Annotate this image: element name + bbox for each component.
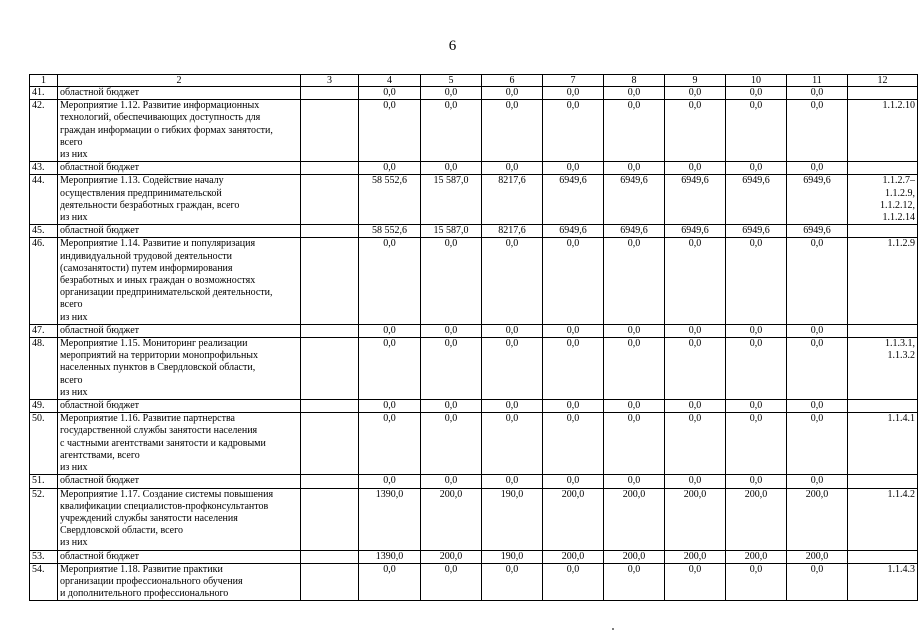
column-3-cell bbox=[301, 324, 359, 337]
description-line: технологий, обеспечивающих доступность для bbox=[60, 112, 261, 124]
description-line: областной бюджет bbox=[60, 162, 140, 174]
row-description bbox=[58, 488, 301, 550]
value-cell-col-4: 0,0 bbox=[359, 324, 421, 337]
row-description bbox=[58, 87, 301, 100]
description-line: осуществления предпринимательской bbox=[60, 187, 222, 199]
column-3-cell bbox=[301, 413, 359, 475]
value-cell-col-4: 1390,0 bbox=[359, 550, 421, 563]
value-cell-col-9: 200,0 bbox=[665, 488, 726, 550]
value-cell-col-11: 0,0 bbox=[787, 475, 848, 488]
row-description bbox=[58, 475, 301, 488]
row-number: 43. bbox=[30, 162, 58, 175]
row-description bbox=[58, 324, 301, 337]
table-row bbox=[30, 488, 918, 550]
value-cell-col-10: 0,0 bbox=[726, 475, 787, 488]
target-code-line: 1.1.2.9 bbox=[887, 238, 915, 250]
value-cell-col-9: 0,0 bbox=[665, 338, 726, 400]
value-cell-col-8: 0,0 bbox=[604, 400, 665, 413]
target-code-line: 1.1.3.2 bbox=[887, 350, 915, 362]
value-cell-col-10: 6949,6 bbox=[726, 225, 787, 238]
target-code-cell bbox=[848, 550, 918, 563]
value-cell-col-8: 0,0 bbox=[604, 563, 665, 601]
value-cell-col-4: 0,0 bbox=[359, 475, 421, 488]
value-cell-col-4: 0,0 bbox=[359, 162, 421, 175]
description-line: Мероприятие 1.16. Развитие партнерства bbox=[60, 413, 235, 425]
table-row bbox=[30, 87, 918, 100]
row-description bbox=[58, 175, 301, 225]
value-cell-col-11: 0,0 bbox=[787, 338, 848, 400]
column-header-6: 6 bbox=[482, 75, 543, 87]
program-table bbox=[29, 74, 918, 601]
value-cell-col-9: 0,0 bbox=[665, 100, 726, 162]
description-line: областной бюджет bbox=[60, 475, 140, 487]
value-cell-col-6: 0,0 bbox=[482, 100, 543, 162]
value-cell-col-8: 0,0 bbox=[604, 324, 665, 337]
row-description bbox=[58, 100, 301, 162]
table-row bbox=[30, 413, 918, 475]
row-number: 54. bbox=[30, 563, 58, 601]
description-line: Мероприятие 1.17. Создание системы повышения bbox=[60, 488, 274, 500]
value-cell-col-7: 0,0 bbox=[543, 324, 604, 337]
description-line: Мероприятие 1.13. Содействие началу bbox=[60, 175, 224, 187]
value-cell-col-4: 0,0 bbox=[359, 338, 421, 400]
description-line: областной бюджет bbox=[60, 87, 140, 98]
target-code-line: 1.1.4.3 bbox=[887, 563, 915, 575]
value-cell-col-11: 0,0 bbox=[787, 87, 848, 100]
table-row bbox=[30, 324, 918, 337]
description-line: областной бюджет bbox=[60, 550, 140, 562]
value-cell-col-5: 0,0 bbox=[421, 338, 482, 400]
value-cell-col-9: 0,0 bbox=[665, 563, 726, 601]
target-code-line: 1.1.2.7– bbox=[882, 175, 915, 187]
column-header-9: 9 bbox=[665, 75, 726, 87]
value-cell-col-10: 0,0 bbox=[726, 87, 787, 100]
row-number: 49. bbox=[30, 400, 58, 413]
table-row bbox=[30, 175, 918, 225]
value-cell-col-10: 0,0 bbox=[726, 238, 787, 324]
value-cell-col-9: 0,0 bbox=[665, 413, 726, 475]
value-cell-col-10: 200,0 bbox=[726, 550, 787, 563]
value-cell-col-7: 0,0 bbox=[543, 338, 604, 400]
row-description bbox=[58, 550, 301, 563]
row-number: 48. bbox=[30, 338, 58, 400]
value-cell-col-10: 0,0 bbox=[726, 413, 787, 475]
value-cell-col-6: 0,0 bbox=[482, 400, 543, 413]
row-description bbox=[58, 563, 301, 601]
value-cell-col-5: 0,0 bbox=[421, 475, 482, 488]
value-cell-col-4: 58 552,6 bbox=[359, 175, 421, 225]
value-cell-col-4: 1390,0 bbox=[359, 488, 421, 550]
description-line: областной бюджет bbox=[60, 400, 140, 412]
row-description bbox=[58, 338, 301, 400]
value-cell-col-10: 200,0 bbox=[726, 488, 787, 550]
target-code-cell bbox=[848, 175, 918, 225]
description-line: из них bbox=[60, 537, 88, 549]
description-line: из них bbox=[60, 462, 88, 474]
description-line: из них bbox=[60, 149, 88, 161]
value-cell-col-10: 0,0 bbox=[726, 162, 787, 175]
column-header-5: 5 bbox=[421, 75, 482, 87]
value-cell-col-4: 0,0 bbox=[359, 413, 421, 475]
column-3-cell bbox=[301, 225, 359, 238]
value-cell-col-4: 0,0 bbox=[359, 100, 421, 162]
description-line: государственной службы занятости населения bbox=[60, 425, 258, 437]
value-cell-col-9: 0,0 bbox=[665, 162, 726, 175]
column-header-row bbox=[30, 75, 918, 87]
value-cell-col-5: 0,0 bbox=[421, 162, 482, 175]
value-cell-col-9: 0,0 bbox=[665, 238, 726, 324]
description-line: из них bbox=[60, 212, 88, 224]
column-header-1: 1 bbox=[30, 75, 58, 87]
value-cell-col-4: 0,0 bbox=[359, 563, 421, 601]
value-cell-col-7: 200,0 bbox=[543, 488, 604, 550]
scan-speck bbox=[612, 628, 614, 630]
value-cell-col-8: 0,0 bbox=[604, 100, 665, 162]
value-cell-col-6: 0,0 bbox=[482, 338, 543, 400]
value-cell-col-8: 200,0 bbox=[604, 488, 665, 550]
value-cell-col-5: 200,0 bbox=[421, 550, 482, 563]
value-cell-col-5: 0,0 bbox=[421, 400, 482, 413]
target-code-line: 1.1.2.9, bbox=[885, 187, 915, 199]
description-line: всего bbox=[60, 374, 83, 386]
target-code-cell bbox=[848, 225, 918, 238]
table-row bbox=[30, 550, 918, 563]
column-header-3: 3 bbox=[301, 75, 359, 87]
value-cell-col-11: 0,0 bbox=[787, 324, 848, 337]
value-cell-col-7: 0,0 bbox=[543, 238, 604, 324]
value-cell-col-11: 0,0 bbox=[787, 162, 848, 175]
value-cell-col-7: 0,0 bbox=[543, 162, 604, 175]
target-code-cell bbox=[848, 100, 918, 162]
row-description bbox=[58, 225, 301, 238]
description-line: Мероприятие 1.15. Мониторинг реализации bbox=[60, 338, 248, 350]
value-cell-col-5: 0,0 bbox=[421, 324, 482, 337]
value-cell-col-8: 6949,6 bbox=[604, 225, 665, 238]
value-cell-col-5: 15 587,0 bbox=[421, 175, 482, 225]
target-code-cell bbox=[848, 475, 918, 488]
value-cell-col-9: 0,0 bbox=[665, 400, 726, 413]
description-line: (самозанятости) путем информирования bbox=[60, 262, 233, 274]
value-cell-col-6: 0,0 bbox=[482, 475, 543, 488]
value-cell-col-11: 0,0 bbox=[787, 100, 848, 162]
table-row bbox=[30, 162, 918, 175]
value-cell-col-8: 0,0 bbox=[604, 238, 665, 324]
description-line: граждан информации о гибких формах занятости, bbox=[60, 124, 273, 136]
description-line: из них bbox=[60, 386, 88, 398]
row-number: 41. bbox=[30, 87, 58, 100]
description-line: с частными агентствами занятости и кадровыми bbox=[60, 437, 266, 449]
value-cell-col-6: 190,0 bbox=[482, 488, 543, 550]
row-number: 52. bbox=[30, 488, 58, 550]
value-cell-col-8: 0,0 bbox=[604, 338, 665, 400]
description-line: индивидуальной трудовой деятельности bbox=[60, 250, 233, 262]
value-cell-col-9: 0,0 bbox=[665, 324, 726, 337]
value-cell-col-8: 0,0 bbox=[604, 413, 665, 475]
description-line: квалификации специалистов-профконсультантов bbox=[60, 500, 269, 512]
value-cell-col-9: 6949,6 bbox=[665, 175, 726, 225]
value-cell-col-9: 6949,6 bbox=[665, 225, 726, 238]
value-cell-col-8: 200,0 bbox=[604, 550, 665, 563]
value-cell-col-6: 0,0 bbox=[482, 87, 543, 100]
value-cell-col-6: 0,0 bbox=[482, 413, 543, 475]
value-cell-col-11: 200,0 bbox=[787, 488, 848, 550]
value-cell-col-11: 0,0 bbox=[787, 400, 848, 413]
column-3-cell bbox=[301, 175, 359, 225]
row-number: 42. bbox=[30, 100, 58, 162]
value-cell-col-8: 0,0 bbox=[604, 475, 665, 488]
table-row bbox=[30, 238, 918, 324]
description-line: мероприятий на территории монопрофильных bbox=[60, 350, 259, 362]
value-cell-col-10: 0,0 bbox=[726, 338, 787, 400]
page-number: 6 bbox=[448, 38, 457, 54]
value-cell-col-7: 6949,6 bbox=[543, 225, 604, 238]
column-3-cell bbox=[301, 87, 359, 100]
value-cell-col-4: 0,0 bbox=[359, 87, 421, 100]
value-cell-col-5: 0,0 bbox=[421, 563, 482, 601]
target-code-cell bbox=[848, 338, 918, 400]
row-number: 44. bbox=[30, 175, 58, 225]
target-code-line: 1.1.4.1 bbox=[887, 413, 915, 425]
target-code-line: 1.1.2.12, bbox=[880, 199, 915, 211]
description-line: деятельности безработных граждан, всего bbox=[60, 199, 240, 211]
value-cell-col-4: 58 552,6 bbox=[359, 225, 421, 238]
row-number: 50. bbox=[30, 413, 58, 475]
value-cell-col-6: 8217,6 bbox=[482, 225, 543, 238]
column-3-cell bbox=[301, 400, 359, 413]
row-description bbox=[58, 162, 301, 175]
row-number: 51. bbox=[30, 475, 58, 488]
description-line: всего bbox=[60, 299, 83, 311]
description-line: Мероприятие 1.12. Развитие информационных bbox=[60, 100, 260, 112]
description-line: из них bbox=[60, 311, 88, 323]
column-header-10: 10 bbox=[726, 75, 787, 87]
table-row bbox=[30, 338, 918, 400]
value-cell-col-5: 200,0 bbox=[421, 488, 482, 550]
description-line: безработных и иных граждан о возможностях bbox=[60, 275, 256, 287]
value-cell-col-5: 0,0 bbox=[421, 238, 482, 324]
value-cell-col-10: 0,0 bbox=[726, 324, 787, 337]
value-cell-col-11: 0,0 bbox=[787, 238, 848, 324]
value-cell-col-11: 200,0 bbox=[787, 550, 848, 563]
description-line: областной бюджет bbox=[60, 324, 140, 336]
description-line: населенных пунктов в Свердловской области, bbox=[60, 362, 256, 374]
value-cell-col-7: 6949,6 bbox=[543, 175, 604, 225]
value-cell-col-6: 0,0 bbox=[482, 324, 543, 337]
description-line: всего bbox=[60, 136, 83, 148]
value-cell-col-11: 6949,6 bbox=[787, 225, 848, 238]
column-header-4: 4 bbox=[359, 75, 421, 87]
row-number: 45. bbox=[30, 225, 58, 238]
value-cell-col-5: 0,0 bbox=[421, 87, 482, 100]
value-cell-col-8: 0,0 bbox=[604, 162, 665, 175]
column-3-cell bbox=[301, 563, 359, 601]
table-row bbox=[30, 100, 918, 162]
target-code-cell bbox=[848, 413, 918, 475]
column-3-cell bbox=[301, 488, 359, 550]
description-line: Свердловской области, всего bbox=[60, 525, 183, 537]
value-cell-col-4: 0,0 bbox=[359, 238, 421, 324]
target-code-cell bbox=[848, 488, 918, 550]
value-cell-col-4: 0,0 bbox=[359, 400, 421, 413]
value-cell-col-6: 190,0 bbox=[482, 550, 543, 563]
value-cell-col-11: 0,0 bbox=[787, 563, 848, 601]
column-header-8: 8 bbox=[604, 75, 665, 87]
column-3-cell bbox=[301, 100, 359, 162]
row-description bbox=[58, 413, 301, 475]
value-cell-col-6: 0,0 bbox=[482, 162, 543, 175]
description-line: организации предпринимательской деятельности, bbox=[60, 287, 273, 299]
column-3-cell bbox=[301, 475, 359, 488]
value-cell-col-7: 0,0 bbox=[543, 563, 604, 601]
target-code-line: 1.1.2.10 bbox=[882, 100, 915, 112]
description-line: Мероприятие 1.18. Развитие практики bbox=[60, 563, 223, 575]
row-number: 53. bbox=[30, 550, 58, 563]
target-code-line: 1.1.3.1, bbox=[885, 338, 915, 350]
description-line: учреждений службы занятости населения bbox=[60, 512, 238, 524]
value-cell-col-11: 0,0 bbox=[787, 413, 848, 475]
value-cell-col-6: 8217,6 bbox=[482, 175, 543, 225]
value-cell-col-8: 0,0 bbox=[604, 87, 665, 100]
table-row bbox=[30, 400, 918, 413]
target-code-cell bbox=[848, 400, 918, 413]
column-3-cell bbox=[301, 162, 359, 175]
description-line: Мероприятие 1.14. Развитие и популяризация bbox=[60, 238, 256, 250]
description-line: областной бюджет bbox=[60, 225, 140, 237]
value-cell-col-9: 200,0 bbox=[665, 550, 726, 563]
value-cell-col-5: 0,0 bbox=[421, 413, 482, 475]
value-cell-col-5: 0,0 bbox=[421, 100, 482, 162]
row-description bbox=[58, 400, 301, 413]
value-cell-col-11: 6949,6 bbox=[787, 175, 848, 225]
table-row bbox=[30, 563, 918, 601]
column-header-7: 7 bbox=[543, 75, 604, 87]
value-cell-col-10: 0,0 bbox=[726, 563, 787, 601]
value-cell-col-7: 0,0 bbox=[543, 475, 604, 488]
row-number: 47. bbox=[30, 324, 58, 337]
target-code-cell bbox=[848, 238, 918, 324]
value-cell-col-9: 0,0 bbox=[665, 87, 726, 100]
value-cell-col-7: 0,0 bbox=[543, 400, 604, 413]
value-cell-col-6: 0,0 bbox=[482, 238, 543, 324]
column-3-cell bbox=[301, 338, 359, 400]
value-cell-col-5: 15 587,0 bbox=[421, 225, 482, 238]
value-cell-col-6: 0,0 bbox=[482, 563, 543, 601]
target-code-cell bbox=[848, 162, 918, 175]
column-3-cell bbox=[301, 550, 359, 563]
target-code-line: 1.1.2.14 bbox=[882, 212, 915, 224]
value-cell-col-8: 6949,6 bbox=[604, 175, 665, 225]
row-description bbox=[58, 238, 301, 324]
description-line: организации профессионального обучения bbox=[60, 575, 243, 587]
target-code-line: 1.1.4.2 bbox=[887, 488, 915, 500]
target-code-cell bbox=[848, 324, 918, 337]
value-cell-col-10: 6949,6 bbox=[726, 175, 787, 225]
column-header-12: 12 bbox=[848, 75, 918, 87]
description-line: и дополнительного профессионального bbox=[60, 588, 229, 600]
target-code-cell bbox=[848, 563, 918, 601]
table-row bbox=[30, 475, 918, 488]
value-cell-col-7: 0,0 bbox=[543, 87, 604, 100]
column-header-2: 2 bbox=[58, 75, 301, 87]
value-cell-col-10: 0,0 bbox=[726, 400, 787, 413]
value-cell-col-7: 200,0 bbox=[543, 550, 604, 563]
value-cell-col-7: 0,0 bbox=[543, 100, 604, 162]
value-cell-col-10: 0,0 bbox=[726, 100, 787, 162]
table-row bbox=[30, 225, 918, 238]
row-number: 46. bbox=[30, 238, 58, 324]
target-code-cell bbox=[848, 87, 918, 100]
description-line: агентствами, всего bbox=[60, 449, 140, 461]
value-cell-col-7: 0,0 bbox=[543, 413, 604, 475]
value-cell-col-9: 0,0 bbox=[665, 475, 726, 488]
column-header-11: 11 bbox=[787, 75, 848, 87]
column-3-cell bbox=[301, 238, 359, 324]
